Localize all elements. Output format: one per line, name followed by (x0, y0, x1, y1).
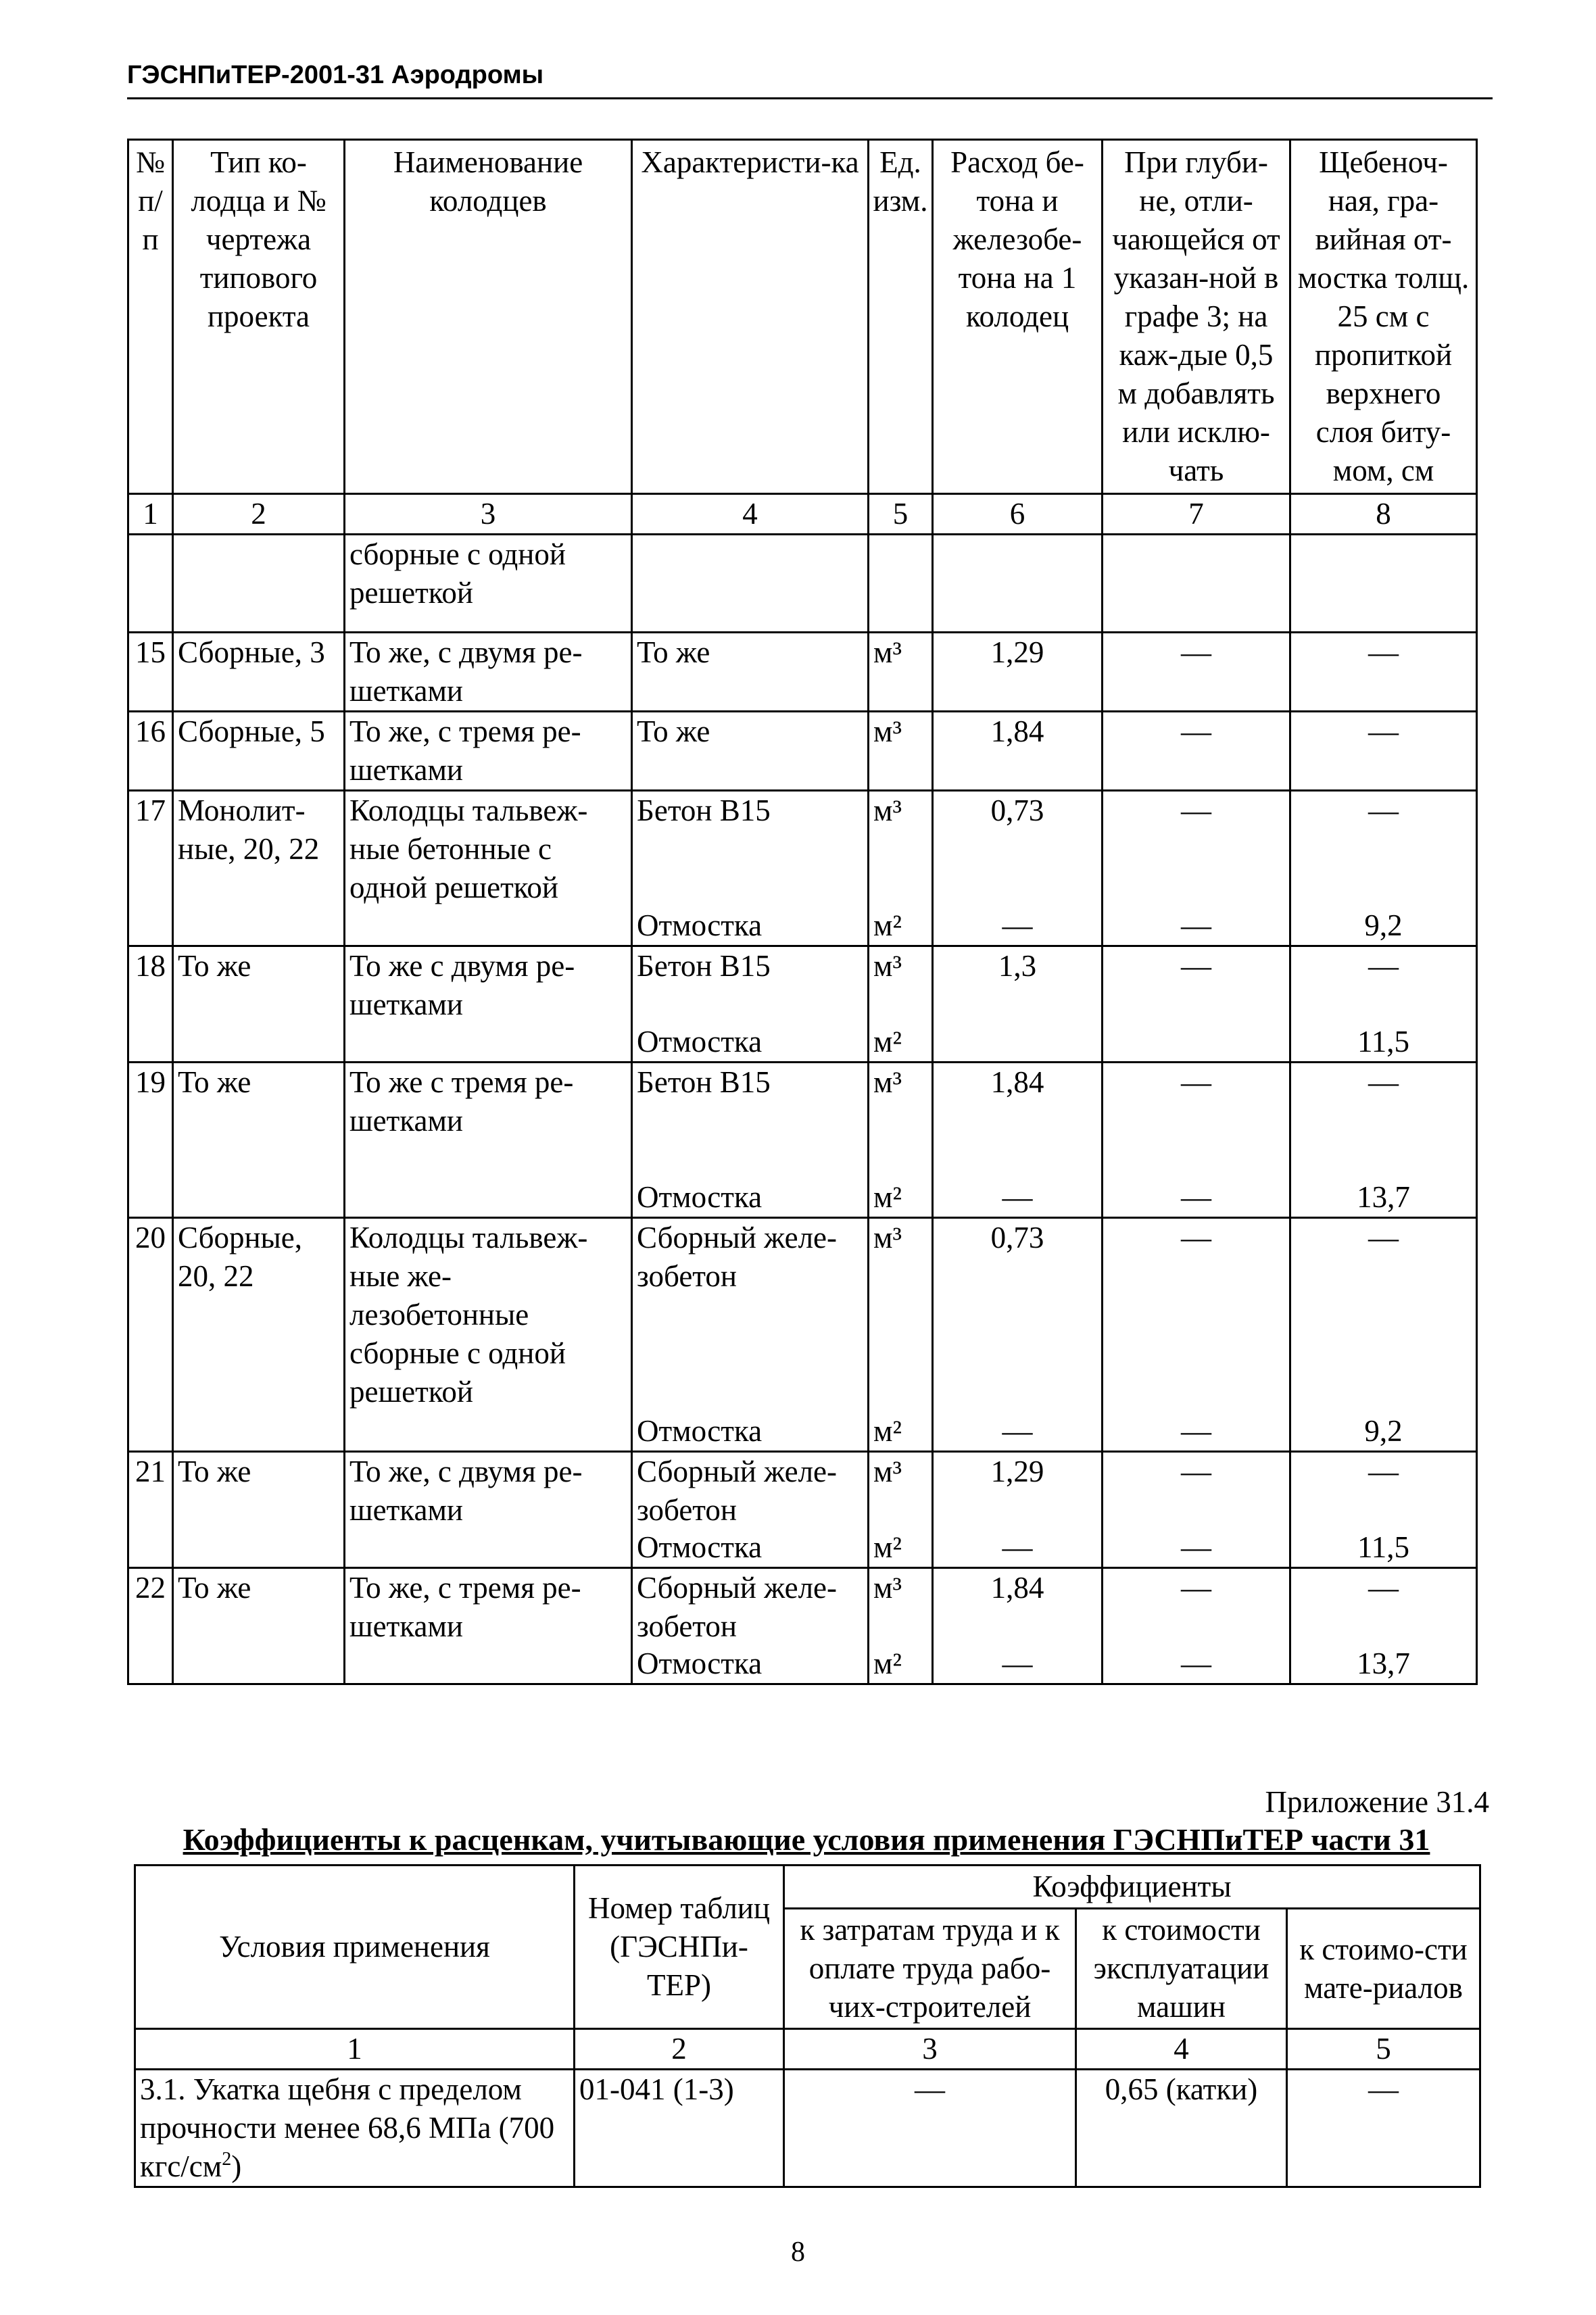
header-coefficients: Коэффициенты (784, 1866, 1480, 1909)
table-row (135, 2070, 1480, 2187)
paving-thickness: — (1368, 635, 1399, 669)
unit-cell (869, 1568, 933, 1684)
concrete-amount-cell (933, 1218, 1103, 1452)
table-row (128, 946, 1477, 1063)
header-cell: Ед. изм. (869, 140, 933, 494)
concrete-amount: 1,84 (990, 1571, 1044, 1605)
materials-cell: — (1287, 2070, 1480, 2187)
well-type-cell: То же (173, 1568, 345, 1684)
row-number-cell: 22 (128, 1568, 173, 1684)
column-number: 7 (1103, 494, 1290, 535)
coefficients-table (134, 1864, 1481, 2188)
depth-adjustment: — (1181, 949, 1211, 983)
paving-thickness-cell (1290, 1218, 1477, 1452)
depth-adjustment: — (1181, 1221, 1211, 1254)
unit-cell (869, 633, 933, 712)
header-labor: к затратам труда и к оплате труда рабо-чих-строителей (784, 1909, 1076, 2029)
running-header: ГЭСНПиТЕР-2001-31 Аэродромы (127, 61, 544, 89)
depth-adjustment-cell (1103, 633, 1290, 712)
unit: м³ (873, 635, 902, 669)
paving-thickness-cell (1290, 1452, 1477, 1568)
characteristic-cell (632, 1452, 869, 1568)
paving-thickness: — (1368, 949, 1399, 983)
characteristic: Отмостка (637, 908, 763, 942)
paving-thickness: — (1368, 714, 1399, 748)
concrete-amount-cell (933, 791, 1103, 946)
depth-adjustment-cell (1103, 946, 1290, 1063)
row-number-cell: 17 (128, 791, 173, 946)
well-type-cell: То же (173, 1063, 345, 1218)
well-type-cell: Сборные, 3 (173, 633, 345, 712)
row-number-cell: 21 (128, 1452, 173, 1568)
paving-thickness: 11,5 (1357, 1025, 1410, 1058)
header-materials: к стоимо-сти мате-риалов (1287, 1909, 1480, 2029)
unit: м² (873, 1530, 902, 1564)
depth-adjustment: — (1181, 635, 1211, 669)
characteristic: Сборный желе-зобетон (637, 1221, 837, 1293)
paving-thickness: 13,7 (1357, 1180, 1410, 1214)
characteristic-cell (632, 791, 869, 946)
column-number: 8 (1290, 494, 1477, 535)
well-name-cell: Колодцы тальвеж-ные же-лезобетонные сборные с одной решеткой (345, 1218, 632, 1452)
characteristic-cell (632, 1063, 869, 1218)
column-numbers-row (135, 2029, 1480, 2070)
concrete-amount-cell (933, 1568, 1103, 1684)
depth-adjustment: — (1181, 1180, 1211, 1214)
header-conditions: Условия применения (135, 1866, 575, 2029)
column-number: 6 (933, 494, 1103, 535)
labor-cell: — (784, 2070, 1076, 2187)
page-number: 8 (791, 2237, 805, 2268)
concrete-amount-cell (933, 1063, 1103, 1218)
concrete-amount-cell (933, 712, 1103, 791)
column-number: 1 (128, 494, 173, 535)
column-number: 5 (869, 494, 933, 535)
paving-thickness: — (1368, 1221, 1399, 1254)
depth-adjustment-cell (1103, 712, 1290, 791)
unit: м³ (873, 1455, 902, 1488)
well-type-cell: Сборные, 20, 22 (173, 1218, 345, 1452)
unit: м² (873, 908, 902, 942)
well-type-cell: Монолит-ные, 20, 22 (173, 791, 345, 946)
paving-thickness-cell (1290, 712, 1477, 791)
row-number-cell: 16 (128, 712, 173, 791)
row-number-cell: 20 (128, 1218, 173, 1452)
coefficients-title: Коэффициенты к расценкам, учитывающие условия применения ГЭСНПиТЕР части 31 (183, 1822, 1430, 1857)
characteristic: То же (637, 714, 710, 748)
characteristic-cell (632, 1568, 869, 1684)
depth-adjustment-cell (1103, 791, 1290, 946)
depth-adjustment: — (1181, 1647, 1211, 1680)
header-table-number: Номер таблиц (ГЭСНПи-ТЕР) (575, 1866, 784, 2029)
well-name-cell: То же с двумя ре-шетками (345, 946, 632, 1063)
paving-thickness-cell (1290, 946, 1477, 1063)
unit-cell (869, 1452, 933, 1568)
header-cell: При глуби-не, отли-чающейся от указан-ной в графе 3; на каж-дые 0,5 м добавлять или исклю-чать (1103, 140, 1290, 494)
condition-cell: 3.1. Укатка щебня с пределом прочности менее 68,6 МПа (700 кгс/$см^2$) (135, 2070, 575, 2187)
concrete-amount: — (1002, 1180, 1033, 1214)
depth-adjustment: — (1181, 1414, 1211, 1448)
characteristic: Бетон В15 (637, 794, 771, 827)
coefficients-header-top (135, 1866, 1480, 1909)
header-cell: № п/ п (128, 140, 173, 494)
table-row (128, 1452, 1477, 1568)
concrete-amount-cell (933, 633, 1103, 712)
well-name-cell: То же, с двумя ре-шетками (345, 1452, 632, 1568)
paving-thickness: — (1368, 1571, 1399, 1605)
unit: м³ (873, 794, 902, 827)
column-numbers-row (128, 494, 1477, 535)
concrete-amount: 0,73 (990, 1221, 1044, 1254)
paving-thickness: 11,5 (1357, 1530, 1410, 1564)
characteristic-cell (632, 1218, 869, 1452)
concrete-amount: — (1002, 1530, 1033, 1564)
paving-thickness-cell (1290, 1568, 1477, 1684)
column-number: 2 (173, 494, 345, 535)
depth-adjustment-cell (1103, 1568, 1290, 1684)
row-number-cell: 18 (128, 946, 173, 1063)
column-number: 2 (575, 2029, 784, 2070)
well-name-cell: Колодцы тальвеж-ные бетонные с одной решеткой (345, 791, 632, 946)
header-cell: Наименование колодцев (345, 140, 632, 494)
appendix-label: Приложение 31.4 (1265, 1785, 1489, 1819)
depth-adjustment: — (1181, 1455, 1211, 1488)
depth-adjustment: — (1181, 714, 1211, 748)
characteristic: То же (637, 635, 710, 669)
unit: м³ (873, 714, 902, 748)
depth-adjustment-cell (1103, 1452, 1290, 1568)
depth-adjustment: — (1181, 1065, 1211, 1099)
characteristic: Отмостка (637, 1647, 763, 1680)
unit: м³ (873, 949, 902, 983)
depth-adjustment: — (1181, 794, 1211, 827)
well-name-cell: То же, с тремя ре-шетками (345, 712, 632, 791)
concrete-amount: 1,3 (998, 949, 1037, 983)
well-type-cell: Сборные, 5 (173, 712, 345, 791)
concrete-amount: 0,73 (990, 794, 1044, 827)
header-rule (127, 97, 1493, 99)
table-row (128, 1063, 1477, 1218)
depth-adjustment: — (1181, 1530, 1211, 1564)
paving-thickness: — (1368, 1065, 1399, 1099)
concrete-amount: — (1002, 1414, 1033, 1448)
table-row (128, 633, 1477, 712)
concrete-amount-cell (933, 946, 1103, 1063)
concrete-amount: 1,29 (990, 1455, 1044, 1488)
paving-thickness: — (1368, 1455, 1399, 1488)
depth-adjustment: — (1181, 1571, 1211, 1605)
header-machines: к стоимости эксплуатации машин (1076, 1909, 1287, 2029)
wells-table (127, 139, 1478, 1685)
depth-adjustment: — (1181, 908, 1211, 942)
unit: м² (873, 1025, 902, 1058)
characteristic: Сборный желе-зобетон (637, 1455, 837, 1527)
paving-thickness: 13,7 (1357, 1647, 1410, 1680)
well-name-cell: То же, с тремя ре-шетками (345, 1568, 632, 1684)
characteristic: Бетон В15 (637, 949, 771, 983)
row-number-cell: 15 (128, 633, 173, 712)
concrete-amount: 1,84 (990, 1065, 1044, 1099)
concrete-amount: — (1002, 908, 1033, 942)
paving-thickness-cell (1290, 791, 1477, 946)
table-row (128, 1568, 1477, 1684)
well-type-cell: То же (173, 1452, 345, 1568)
unit-cell (869, 791, 933, 946)
well-name: сборные с одной решеткой (345, 535, 632, 633)
table-number-cell: 01-041 (1-3) (575, 2070, 784, 2187)
concrete-amount-cell (933, 1452, 1103, 1568)
well-name-cell: То же, с двумя ре-шетками (345, 633, 632, 712)
unit: м² (873, 1647, 902, 1680)
unit-cell (869, 1063, 933, 1218)
table-row (128, 1218, 1477, 1452)
concrete-amount: — (1002, 1647, 1033, 1680)
concrete-amount: 1,84 (990, 714, 1044, 748)
unit-cell (869, 946, 933, 1063)
characteristic: Отмостка (637, 1025, 763, 1058)
well-name-cell: То же с тремя ре-шетками (345, 1063, 632, 1218)
concrete-amount: 1,29 (990, 635, 1044, 669)
characteristic-cell (632, 633, 869, 712)
unit: м³ (873, 1221, 902, 1254)
column-number: 4 (632, 494, 869, 535)
column-number: 3 (345, 494, 632, 535)
paving-thickness-cell (1290, 633, 1477, 712)
paving-thickness: 9,2 (1364, 908, 1403, 942)
column-number: 1 (135, 2029, 575, 2070)
unit: м² (873, 1414, 902, 1448)
unit-cell (869, 1218, 933, 1452)
wells-table-header (128, 140, 1477, 494)
column-number: 3 (784, 2029, 1076, 2070)
header-cell: Щебеноч-ная, гра-вийная от-мостка толщ. 25 см с пропиткой верхнего слоя биту-мом, см (1290, 140, 1477, 494)
table-row-continuation (128, 535, 1477, 633)
unit-cell (869, 712, 933, 791)
machines-cell: 0,65 (катки) (1076, 2070, 1287, 2187)
row-number-cell: 19 (128, 1063, 173, 1218)
header-cell: Характеристи-ка (632, 140, 869, 494)
paving-thickness: — (1368, 794, 1399, 827)
characteristic: Отмостка (637, 1414, 763, 1448)
paving-thickness: 9,2 (1364, 1414, 1403, 1448)
characteristic-cell (632, 946, 869, 1063)
characteristic: Сборный желе-зобетон (637, 1571, 837, 1643)
well-type-cell: То же (173, 946, 345, 1063)
paving-thickness-cell (1290, 1063, 1477, 1218)
header-cell: Расход бе-тона и железобе-тона на 1 колодец (933, 140, 1103, 494)
characteristic-cell (632, 712, 869, 791)
depth-adjustment-cell (1103, 1218, 1290, 1452)
characteristic: Бетон В15 (637, 1065, 771, 1099)
column-number: 4 (1076, 2029, 1287, 2070)
header-cell: Тип ко-лодца и № чертежа типового проекта (173, 140, 345, 494)
table-row (128, 791, 1477, 946)
depth-adjustment-cell (1103, 1063, 1290, 1218)
characteristic: Отмостка (637, 1530, 763, 1564)
unit: м² (873, 1180, 902, 1214)
characteristic: Отмостка (637, 1180, 763, 1214)
unit: м³ (873, 1571, 902, 1605)
table-row (128, 712, 1477, 791)
column-number: 5 (1287, 2029, 1480, 2070)
unit: м³ (873, 1065, 902, 1099)
